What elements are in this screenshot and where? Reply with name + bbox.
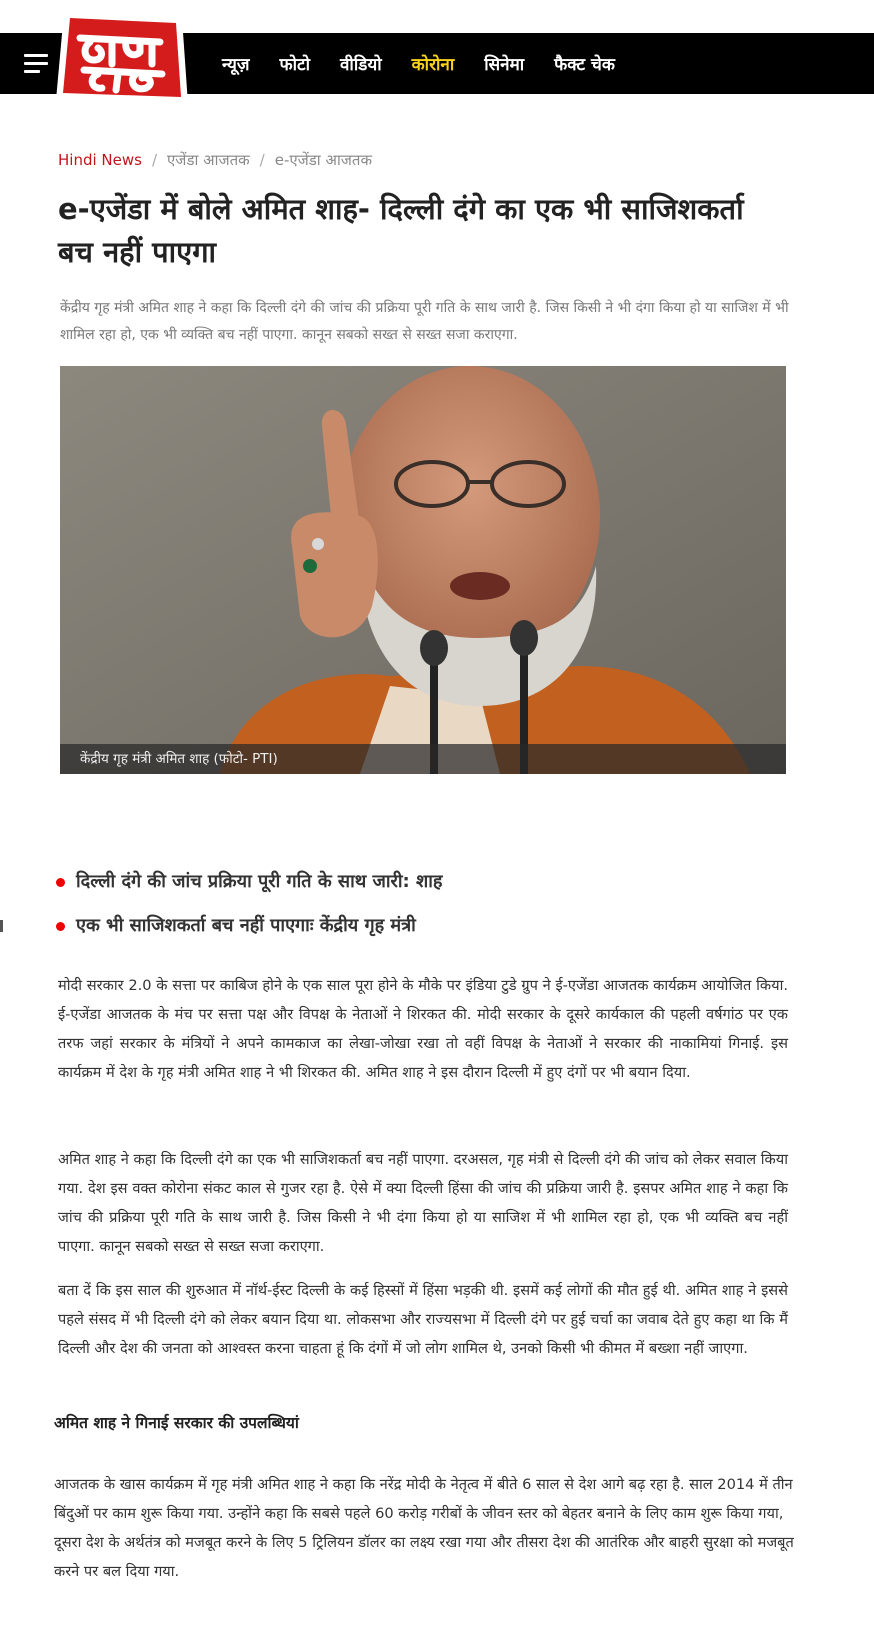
highlight-text: दिल्ली दंगे की जांच प्रक्रिया पूरी गति के साथ जारी: शाह	[76, 871, 443, 892]
hamburger-menu-icon[interactable]	[24, 54, 48, 74]
breadcrumb-separator: /	[259, 151, 265, 169]
highlight-item	[56, 910, 443, 954]
breadcrumb-home-link[interactable]: Hindi News	[58, 151, 142, 169]
image-caption: केंद्रीय गृह मंत्री अमित शाह (फोटो- PTI)	[60, 744, 786, 774]
article-highlights	[56, 866, 443, 954]
article-paragraph: अमित शाह ने कहा कि दिल्ली दंगे का एक भी साजिशकर्ता बच नहीं पाएगा. दरअसल, गृह मंत्री से दिल्ली दंगे की जांच को लेकर सवाल किया गया. देश इस वक्त कोरोना संकट काल से गुजर रहा है. ऐसे में क्या दिल्ली हिंसा की जांच की प्रक्रिया जारी है. इसपर अमित शाह ने कहा कि जांच की प्रक्रिया पूरी गति के साथ जारी है. जिस किसी ने भी दंगा किया हो या साजिश में भी शामिल रहा हो, एक भी व्यक्ति बच नहीं पाएगा. कानून सबको सख्त से सख्त सजा कराएगा.	[58, 1151, 788, 1255]
article-headline: e-एजेंडा में बोले अमित शाह- दिल्ली दंगे का एक भी साजिशकर्ता बच नहीं पाएगा	[58, 192, 744, 269]
nav-item-cinema[interactable]: सिनेमा	[484, 55, 525, 75]
main-nav	[222, 33, 645, 94]
bullet-dot-icon	[56, 922, 65, 931]
article-paragraph: आजतक के खास कार्यक्रम में गृह मंत्री अमित शाह ने कहा कि नरेंद्र मोदी के नेतृत्व में बीते 6 साल से देश आगे बढ़ रहा है. साल 2014 में तीन बिंदुओं पर काम शुरू किया गया. उन्होंने कहा कि सबसे पहले 60 करोड़ गरीबों के जीवन स्तर को बेहतर बनाने के लिए काम शुरू किया गया, दूसरा देश के अर्थतंत्र को मजबूत करने के लिए 5 ट्रिलियन डॉलर का लक्ष्य रखा गया और तीसरा देश की आतंरिक और बाहरी सुरक्षा को मजबूत करने पर बल दिया गया.	[54, 1476, 794, 1580]
article-paragraph: बता दें कि इस साल की शुरुआत में नॉर्थ-ईस्ट दिल्ली के कई हिस्सों में हिंसा भड़की थी. इसमें कई लोगों की मौत हुई थी. अमित शाह ने इससे पहले संसद में भी दिल्ली दंगे को लेकर बयान दिया था. लोकसभा और राज्यसभा में दिल्ली दंगे पर हुई चर्चा का जवाब देते हुए कहा था कि मैं दिल्ली और देश की जनता को आश्वस्त करना चाहता हूं कि दंगों में जो लोग शामिल थे, उनको किसी भी कीमत में बख्शा नहीं जाएगा.	[58, 1282, 788, 1357]
article-subheading: अमित शाह ने गिनाई सरकार की उपलब्धियां	[54, 1414, 299, 1432]
article-hero-image	[60, 366, 786, 774]
nav-item-fact-check[interactable]: फैक्ट चेक	[554, 55, 615, 75]
bullet-dot-icon	[56, 878, 65, 887]
article-summary: केंद्रीय गृह मंत्री अमित शाह ने कहा कि दिल्ली दंगे की जांच की प्रक्रिया पूरी गति के साथ जारी है. जिस किसी ने भी दंगा किया हो या साजिश में भी शामिल रहा हो, एक भी व्यक्ति बच नहीं पाएगा. कानून सबको सख्त से सख्त सजा कराएगा.	[60, 300, 789, 343]
nav-item-corona[interactable]: कोरोना	[411, 55, 455, 75]
highlight-text: एक भी साजिशकर्ता बच नहीं पाएगाः केंद्रीय गृह मंत्री	[76, 915, 416, 936]
breadcrumb	[58, 150, 372, 170]
article-paragraph: मोदी सरकार 2.0 के सत्ता पर काबिज होने के एक साल पूरा होने के मौके पर इंडिया टुडे ग्रुप ने ई-एजेंडा आजतक कार्यक्रम आयोजित किया. ई-एजेंडा आजतक के मंच पर सत्ता पक्ष और विपक्ष के नेताओं ने शिरकत की. मोदी सरकार के दूसरे कार्यकाल की पहली वर्षगांठ पर एक तरफ जहां सरकार के मंत्रियों ने अपने कामकाज का लेखा-जोखा रखा तो वहीं विपक्ष के नेताओं ने सरकार की नाकामियां गिनाई. इस कार्यक्रम में देश के गृह मंत्री अमित शाह ने भी शिरकत की. अमित शाह ने इस दौरान दिल्ली में हुए दंगों पर भी बयान दिया.	[58, 977, 788, 1081]
highlight-item	[56, 866, 443, 910]
aajtak-logo[interactable]	[54, 8, 190, 108]
breadcrumb-separator: /	[151, 151, 158, 169]
breadcrumb-e-agenda-link[interactable]: e-एजेंडा आजतक	[274, 151, 372, 169]
breadcrumb-agenda-link[interactable]: एजेंडा आजतक	[167, 151, 250, 169]
nav-item-news[interactable]: न्यूज़	[222, 55, 250, 75]
nav-item-photo[interactable]: फोटो	[279, 55, 310, 75]
page-edge-marker	[0, 920, 3, 932]
nav-item-video[interactable]: वीडियो	[339, 55, 382, 75]
